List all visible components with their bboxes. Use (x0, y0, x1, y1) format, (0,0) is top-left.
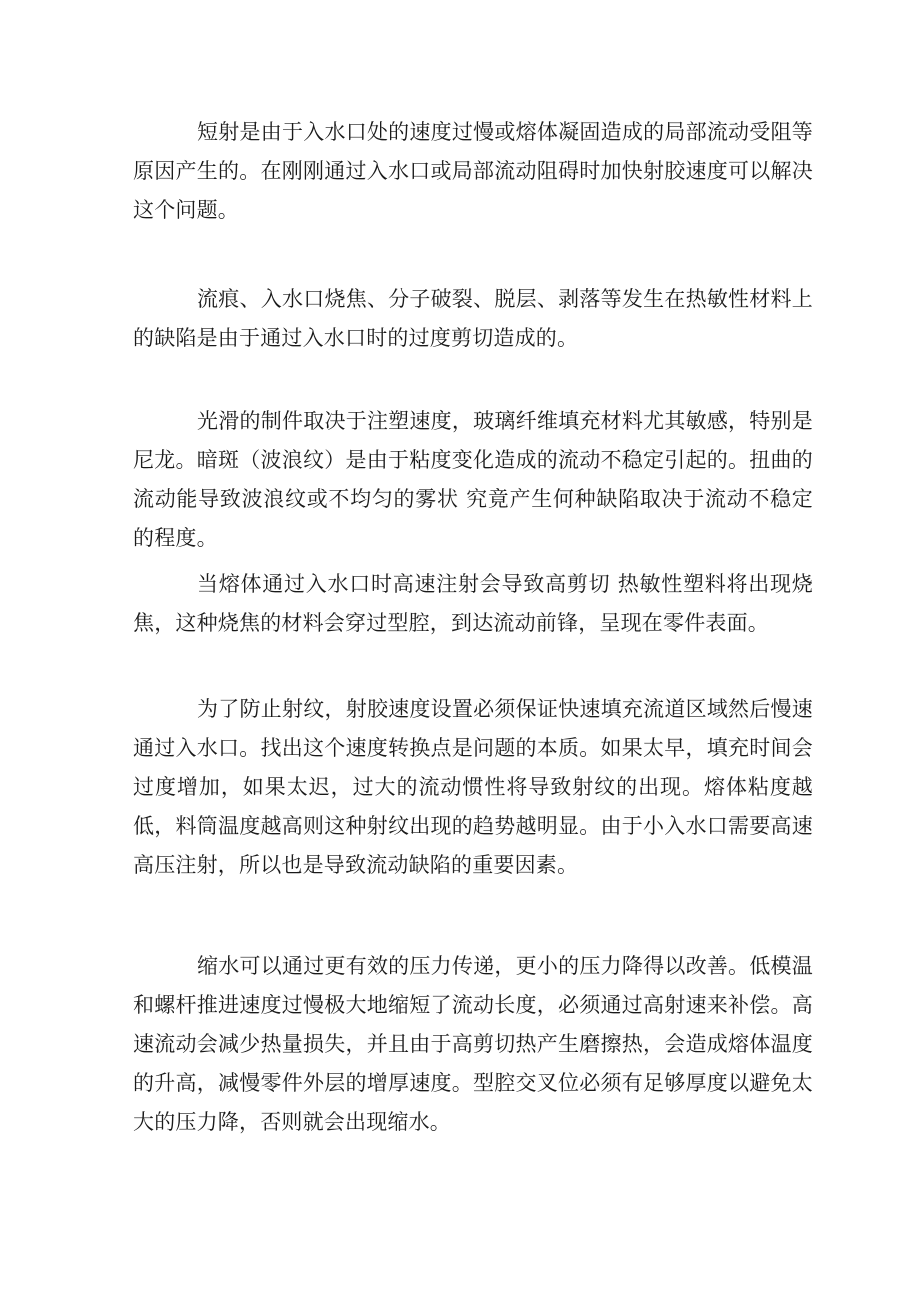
paragraph-sink-marks: 缩水可以通过更有效的压力传递，更小的压力降得以改善。低模温和螺杆推进速度过慢极大地缩短了流动长度，必须通过高射速来补偿。高速流动会减少热量损失，并且由于高剪切热产生磨擦热，会造成熔体温度的升高，减慢零件外层的增厚速度。型腔交叉位必须有足够厚度以避免太大的压力降，否则就会出现缩水。 (133, 954, 813, 1134)
paragraph-burn-marks: 当熔体通过入水口时高速注射会导致高剪切 热敏性塑料将出现烧焦，这种烧焦的材料会穿过型腔，到达流动前锋，呈现在零件表面。 (133, 572, 813, 635)
paragraph-jetting: 为了防止射纹，射胶速度设置必须保证快速填充流道区域然后慢速通过入水口。找出这个速度转换点是问题的本质。如果太早，填充时间会过度增加，如果太迟，过大的流动惯性将导致射纹的出现。熔体粘度越低，料筒温度越高则这种射纹出现的趋势越明显。由于小入水口需要高速高压注射，所以也是导致流动缺陷的重要因素。 (133, 697, 813, 877)
paragraph-flow-marks: 流痕、入水口烧焦、分子破裂、脱层、剥落等发生在热敏性材料上的缺陷是由于通过入水口时的过度剪切造成的。 (133, 287, 813, 350)
paragraph-surface-finish: 光滑的制件取决于注塑速度，玻璃纤维填充材料尤其敏感，特别是尼龙。暗斑（波浪纹）是由于粘度变化造成的流动不稳定引起的。扭曲的流动能导致波浪纹或不均匀的雾状 究竟产生何种缺陷取决于流动不稳定的程度。 (133, 409, 813, 550)
paragraph-short-shot: 短射是由于入水口处的速度过慢或熔体凝固造成的局部流动受阻等原因产生的。在刚刚通过入水口或局部流动阻碍时加快射胶速度可以解决这个问题。 (133, 120, 813, 222)
